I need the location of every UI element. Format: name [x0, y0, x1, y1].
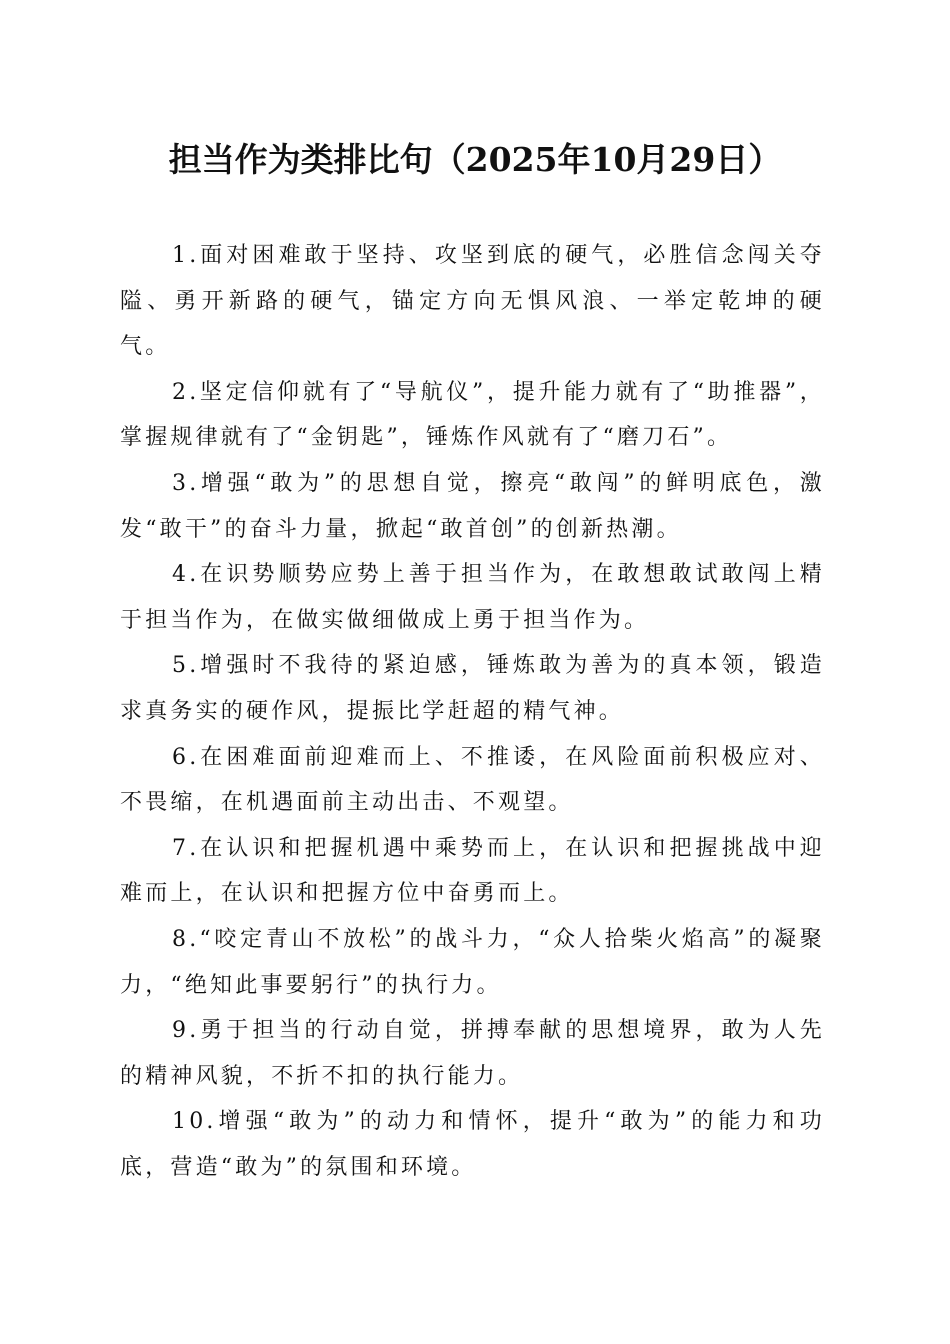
paragraph-4: 4.在识势顺势应势上善于担当作为，在敢想敢试敢闯上精于担当作为，在做实做细做成上勇于担当作为。	[120, 562, 825, 633]
paragraph-5: 5.增强时不我待的紧迫感，锤炼敢为善为的真本领，锻造求真务实的硬作风，提振比学赶超的精气神。	[120, 653, 825, 724]
document-body	[120, 233, 825, 1190]
paragraph-8: 8.“咬定青山不放松”的战斗力，“众人拾柴火焰高”的凝聚力，“绝知此事要躬行”的执行力。	[120, 926, 825, 998]
paragraph-1: 1.面对困难敢于坚持、攻坚到底的硬气，必胜信念闯关夺隘、勇开新路的硬气，锚定方向无惧风浪、一举定乾坤的硬气。	[120, 243, 825, 360]
paragraph-2: 2.坚定信仰就有了“导航仪”，提升能力就有了“助推器”，掌握规律就有了“金钥匙”，锤炼作风就有了“磨刀石”。	[120, 379, 825, 451]
paragraph-3: 3.增强“敢为”的思想自觉，擦亮“敢闯”的鲜明底色，激发“敢干”的奋斗力量，掀起“敢首创”的创新热潮。	[120, 470, 825, 542]
document-title: 担当作为类排比句（2025年10月29日）	[168, 140, 782, 179]
paragraph-6: 6.在困难面前迎难而上、不推诿，在风险面前积极应对、不畏缩，在机遇面前主动出击、不观望。	[120, 744, 825, 816]
paragraph-10: 10.增强“敢为”的动力和情怀，提升“敢为”的能力和功底，营造“敢为”的氛围和环境。	[120, 1109, 825, 1180]
paragraph-7: 7.在认识和把握机遇中乘势而上，在认识和把握挑战中迎难而上，在认识和把握方位中奋勇而上。	[120, 835, 825, 907]
paragraph-9: 9.勇于担当的行动自觉，拼搏奉献的思想境界，敢为人先的精神风貌，不折不扣的执行能力。	[120, 1018, 825, 1089]
